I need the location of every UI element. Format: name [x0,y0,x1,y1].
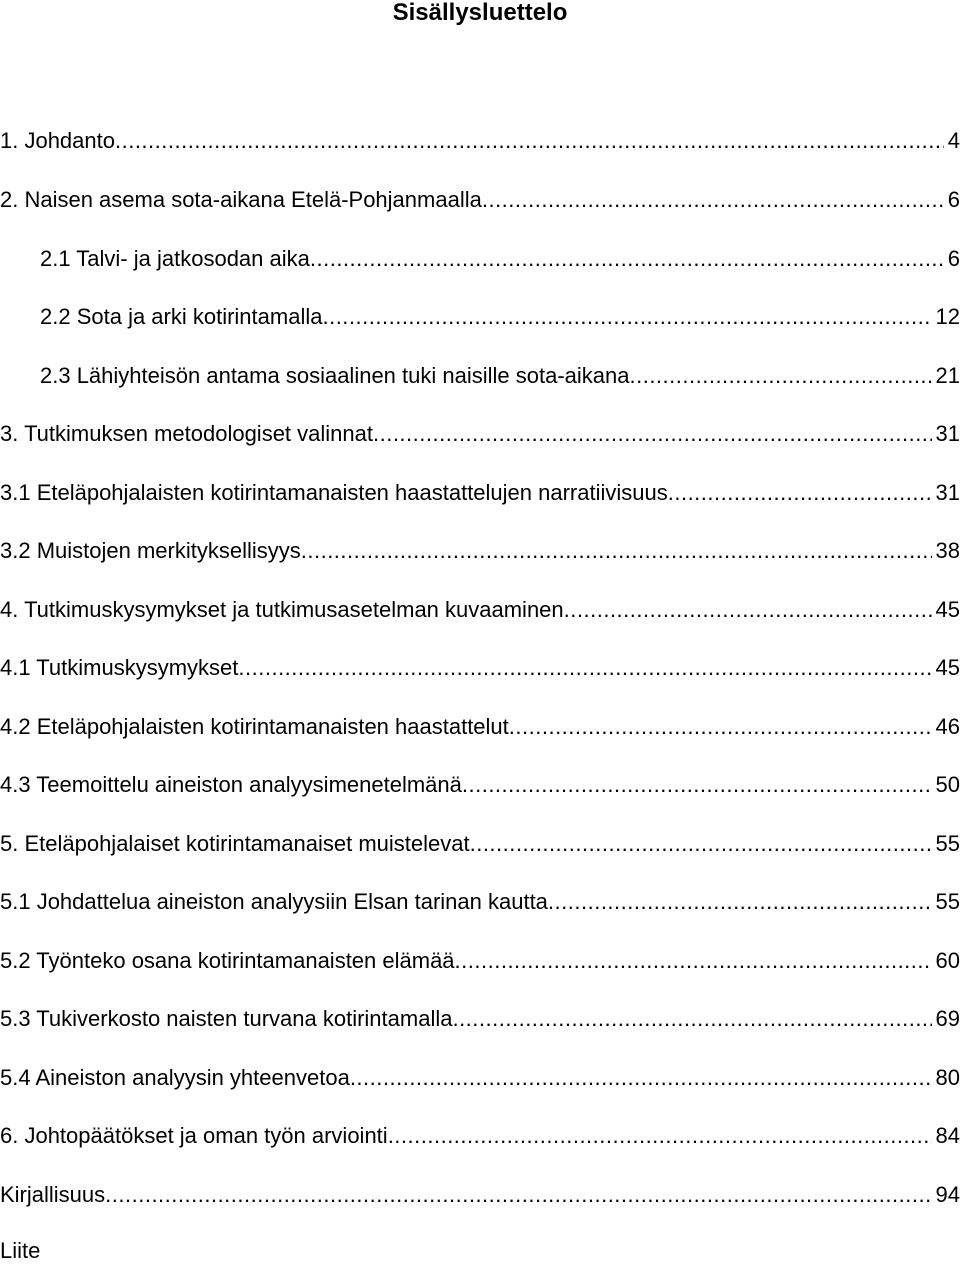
toc-page-number: 38 [935,538,960,563]
toc-page-number: 55 [935,831,960,856]
toc-page-number: 55 [935,889,960,914]
toc-leader-dots [509,712,932,742]
toc-entry-5[interactable] [0,829,960,859]
toc-page-number: 46 [935,714,960,739]
toc-entry-label: 6. Johtopäätökset ja oman työn arviointi [0,1123,388,1148]
toc-entry-2-3[interactable] [40,361,960,391]
toc-entry-label: 2.1 Talvi- ja jatkosodan aika [40,246,310,271]
toc-page-number: 84 [935,1123,960,1148]
toc-entry-5-4[interactable] [0,1063,960,1093]
toc-entry-label: 1. Johdanto [0,128,115,153]
toc-entry-1-johdanto[interactable] [0,126,960,156]
toc-leader-dots [629,361,931,391]
toc-page-number: 31 [935,421,960,446]
toc-page-number: 50 [935,772,960,797]
toc-entry-4[interactable] [0,595,960,625]
toc-leader-dots [564,595,932,625]
toc-entry-label: 4.2 Eteläpohjalaisten kotirintamanaisten haastattelut [0,714,509,739]
toc-leader-dots [388,1121,932,1151]
toc-entry-label: 2.2 Sota ja arki kotirintamalla [40,304,323,329]
toc-leader-dots [322,302,931,332]
toc-entry-4-1[interactable] [0,653,960,683]
toc-entry-label: Kirjallisuus [0,1182,106,1207]
toc-leader-dots [238,653,931,683]
toc-leader-dots [350,1063,932,1093]
toc-entry-2-1[interactable] [40,244,960,274]
toc-page-number: 6 [947,187,960,212]
toc-page-number: 69 [935,1006,960,1031]
toc-entry-3-2[interactable] [0,536,960,566]
toc-entry-5-1[interactable] [0,887,960,917]
toc-entry-2-2[interactable] [40,302,960,332]
toc-entry-kirjallisuus[interactable] [0,1180,960,1210]
toc-page-number: 4 [947,128,960,153]
toc-entry-label: 3. Tutkimuksen metodologiset valinnat [0,421,373,446]
toc-entry-label: 5.4 Aineiston analyysin yhteenvetoa [0,1065,350,1090]
toc-entry-label: 5.1 Johdattelua aineiston analyysiin Elsan tarinan kautta [0,889,548,914]
toc-entry-4-2[interactable] [0,712,960,742]
toc-entry-label: 4.1 Tutkimuskysymykset [0,655,239,680]
toc-page-number: 45 [935,655,960,680]
toc-page-number: 45 [935,597,960,622]
toc-entry-label: 2.3 Lähiyhteisön antama sosiaalinen tuki naisille sota-aikana [40,363,630,388]
toc-page-number: 12 [935,304,960,329]
toc-leader-dots [115,126,944,156]
toc-page-number: 80 [935,1065,960,1090]
page-title: Sisällysluettelo [392,0,568,26]
toc-entry-label: 5. Eteläpohjalaiset kotirintamanaiset muistelevat [0,831,470,856]
toc-entry-label: 3.2 Muistojen merkityksellisyys [0,538,301,563]
toc-leader-dots [668,478,932,508]
toc-page-number: 94 [935,1182,960,1207]
toc-page-number: 60 [935,948,960,973]
toc-leader-dots [373,419,932,449]
toc-entry-5-3[interactable] [0,1004,960,1034]
toc-entry-3[interactable] [0,419,960,449]
toc-entry-2[interactable] [0,185,960,215]
toc-entry-label: 5.3 Tukiverkosto naisten turvana kotirintamalla [0,1006,453,1031]
toc-entry-label: 5.2 Työnteko osana kotirintamanaisten elämää [0,948,455,973]
toc-leader-dots [452,1004,931,1034]
toc-entry-label: 3.1 Eteläpohjalaisten kotirintamanaisten haastattelujen narratiivisuus [0,480,668,505]
toc-leader-dots [462,770,932,800]
toc-leader-dots [310,244,944,274]
toc-page-number: 31 [935,480,960,505]
toc-page-number: 21 [935,363,960,388]
toc-entry-label: 4.3 Teemoittelu aineiston analyysimenetelmänä [0,772,462,797]
toc-entry-label: 4. Tutkimuskysymykset ja tutkimusasetelman kuvaaminen [0,597,564,622]
toc-leader-dots [548,887,932,917]
toc-page-number: 6 [947,246,960,271]
toc-entry-3-1[interactable] [0,478,960,508]
toc-entry-5-2[interactable] [0,946,960,976]
toc-entry-4-3[interactable] [0,770,960,800]
toc-entry-appendix[interactable]: Liite [0,1238,41,1263]
toc-leader-dots [482,185,944,215]
toc-entry-label: 2. Naisen asema sota-aikana Etelä-Pohjanmaalla [0,187,482,212]
toc-leader-dots [455,946,932,976]
toc-leader-dots [105,1180,931,1210]
toc-entry-6[interactable] [0,1121,960,1151]
toc-leader-dots [301,536,932,566]
toc-leader-dots [470,829,932,859]
